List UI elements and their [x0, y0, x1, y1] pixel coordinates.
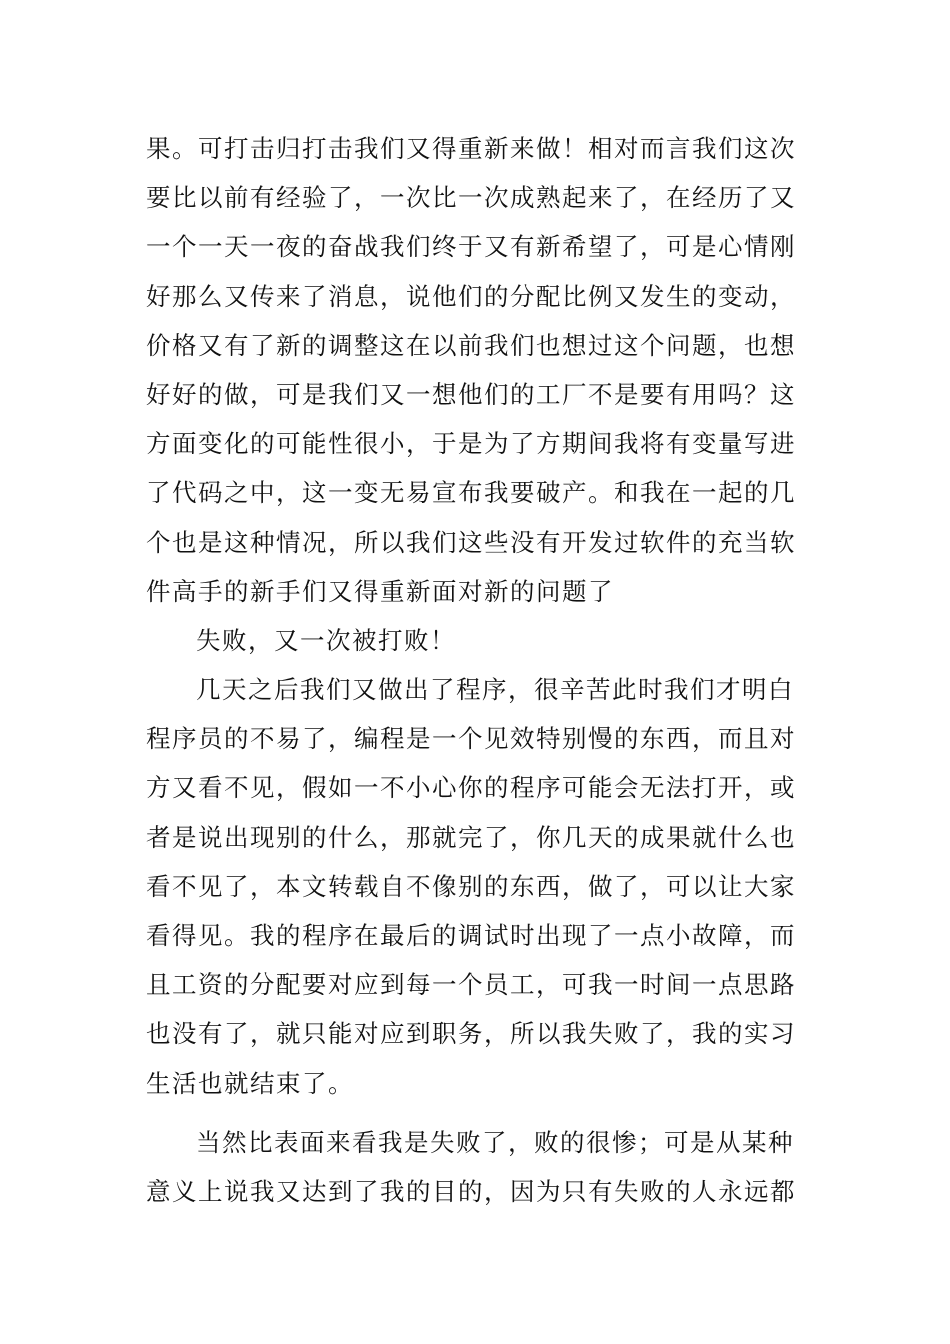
- paragraph-4: [146, 1118, 816, 1216]
- paragraph-1: [146, 124, 816, 616]
- paragraph-3: [146, 665, 816, 1108]
- paragraph-line: 失败，又一次被打败！: [196, 625, 456, 655]
- paragraph-line: 几天之后我们又做出了程序，很辛苦此时我们才明白: [196, 675, 794, 705]
- paragraph-line: 意义上说我又达到了我的目的，因为只有失败的人永远都: [146, 1176, 796, 1206]
- paragraph-spacer: [146, 1108, 816, 1118]
- paragraph-line: 当然比表面来看我是失败了，败的很惨；可是从某种: [196, 1127, 794, 1157]
- paragraph-line: 价格又有了新的调整这在以前我们也想过这个问题，也想: [146, 330, 796, 360]
- paragraph-line: 好好的做，可是我们又一想他们的工厂不是要有用吗？这: [146, 379, 796, 409]
- paragraph-line: 程序员的不易了，编程是一个见效特别慢的东西，而且对: [146, 724, 796, 754]
- paragraph-line: 者是说出现别的什么，那就完了，你几天的成果就什么也: [146, 822, 796, 852]
- paragraph-line: 看不见了，本文转载自不像别的东西，做了，可以让大家: [146, 871, 796, 901]
- paragraph-line: 件高手的新手们又得重新面对新的问题了: [146, 576, 614, 606]
- paragraph-line: 个也是这种情况，所以我们这些没有开发过软件的充当软: [146, 527, 796, 557]
- paragraph-line: 了代码之中，这一变无易宣布我要破产。和我在一起的几: [146, 478, 796, 508]
- paragraph-line: 生活也就结束了。: [146, 1068, 354, 1098]
- paragraph-line: 也没有了，就只能对应到职务，所以我失败了，我的实习: [146, 1019, 796, 1049]
- paragraph-line: 要比以前有经验了，一次比一次成熟起来了，在经历了又: [146, 183, 796, 213]
- paragraph-line: 好那么又传来了消息，说他们的分配比例又发生的变动，: [146, 281, 796, 311]
- paragraph-2: [146, 616, 816, 665]
- paragraph-line: 一个一天一夜的奋战我们终于又有新希望了，可是心情刚: [146, 232, 796, 262]
- document-body: [146, 124, 816, 1216]
- paragraph-line: 方面变化的可能性很小，于是为了方期间我将有变量写进: [146, 429, 796, 459]
- paragraph-line: 方又看不见，假如一不小心你的程序可能会无法打开，或: [146, 773, 796, 803]
- paragraph-line: 且工资的分配要对应到每一个员工，可我一时间一点思路: [146, 970, 796, 1000]
- paragraph-line: 果。可打击归打击我们又得重新来做！相对而言我们这次: [146, 134, 796, 163]
- paragraph-line: 看得见。我的程序在最后的调试时出现了一点小故障，而: [146, 921, 796, 950]
